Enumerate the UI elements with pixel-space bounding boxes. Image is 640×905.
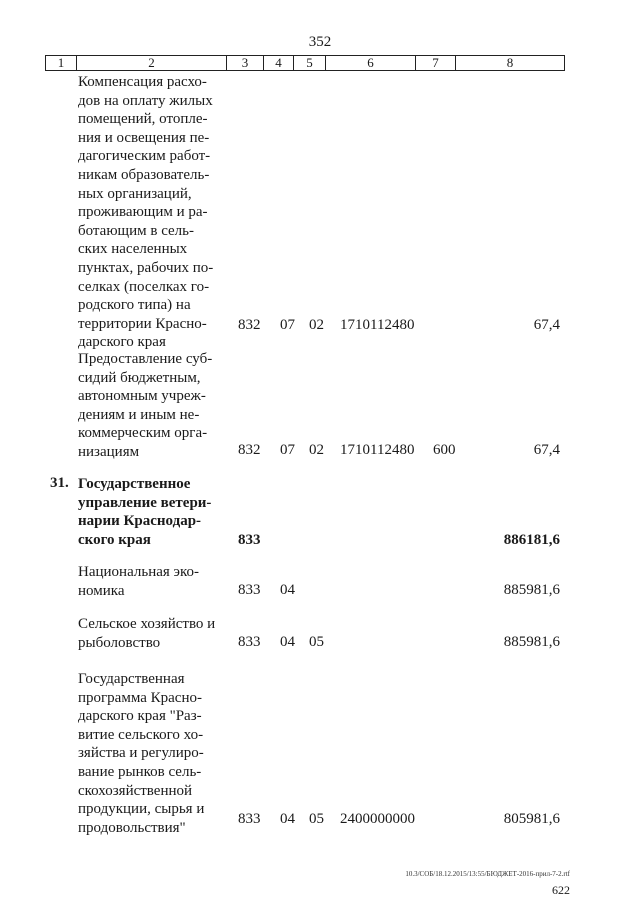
row-name: Сельское хозяйство и рыболовство: [78, 616, 216, 651]
row-col6: 1710112480: [340, 317, 415, 333]
header-col-1: 1: [57, 55, 65, 70]
row-col8: 886181,6: [503, 532, 560, 548]
row-col8: 67,4: [533, 317, 560, 333]
row-name: Государственное управление ветери- нарии Краснодар- ского края: [78, 476, 212, 548]
row-col5: 02: [309, 442, 324, 458]
row-name: Национальная эко- номика: [78, 564, 199, 599]
table-header-row: [45, 55, 565, 71]
row-col5: 02: [309, 317, 324, 333]
row-col3: 833: [238, 532, 261, 548]
row-col3: 832: [238, 317, 261, 333]
page-number-top: 352: [308, 34, 332, 50]
header-col-8: 8: [455, 56, 564, 70]
row-name: Предоставление суб- сидий бюджетным, автономным учреж- дениям и иным не- коммерческим орга- низациям: [78, 351, 213, 460]
row-col8: 805981,6: [503, 811, 560, 827]
footer-file-code: 10.3/СОБ/18.12.2015/13:55/БЮДЖЕТ-2016-прил-7-2.rtf: [405, 870, 570, 878]
row-col4: 04: [280, 582, 295, 598]
header-col-7: 7: [415, 56, 455, 70]
header-col-2: 2: [76, 56, 226, 70]
row-col3: 833: [238, 582, 261, 598]
row-col4: 04: [280, 811, 295, 827]
row-col3: 833: [238, 811, 261, 827]
row-col6: 1710112480: [340, 442, 415, 458]
row-name: Компенсация расхо- дов на оплату жилых помещений, отопле- ния и освещения пе- дагогическим работ- никам образователь- ных организаций, проживающим и ра- ботающим в сель- ских населенных пунктах, рабочих по- селках (поселках го- родского типа) на территории Красно- дарского края: [78, 74, 214, 351]
row-col3: 833: [238, 634, 261, 650]
row-col5: 05: [309, 634, 324, 650]
header-col-3: 3: [226, 56, 263, 70]
row-col3: 832: [238, 442, 261, 458]
footer-page-number: 622: [552, 883, 570, 897]
header-col-5: 5: [293, 56, 325, 70]
row-col7: 600: [433, 442, 456, 458]
row-col8: 885981,6: [503, 634, 560, 650]
row-col8: 885981,6: [503, 582, 560, 598]
row-name: Государственная программа Красно- дарского края "Раз- витие сельского хо- зяйства и регулиро- вание рынков сель- скохозяйственной продукции, сырья и продовольствия": [78, 671, 205, 836]
header-col-4: 4: [263, 56, 293, 70]
row-col6: 2400000000: [340, 811, 415, 827]
row-col4: 07: [280, 317, 295, 333]
row-col5: 05: [309, 811, 324, 827]
row-col8: 67,4: [533, 442, 560, 458]
row-col4: 07: [280, 442, 295, 458]
row-number: 31.: [50, 475, 69, 491]
header-col-6: 6: [325, 56, 415, 70]
row-col4: 04: [280, 634, 295, 650]
